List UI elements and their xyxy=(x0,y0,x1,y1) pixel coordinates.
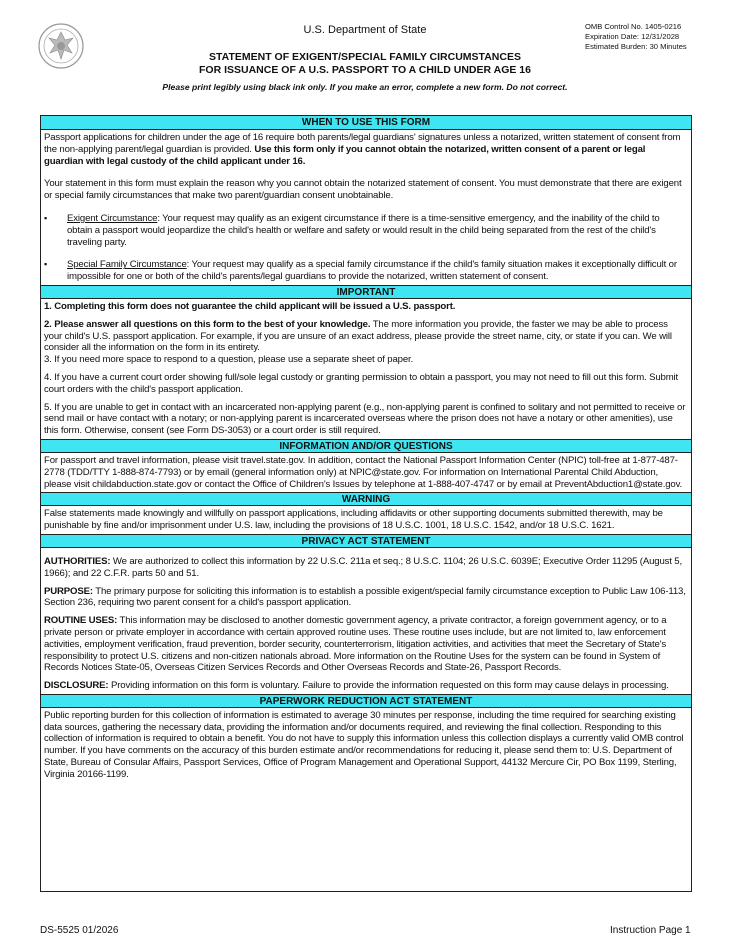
important-item-3: 3. If you need more space to respond to a question, please use a separate sheet of paper. xyxy=(44,354,414,366)
special-family-bullet xyxy=(44,259,687,283)
routine-uses-label: ROUTINE USES: xyxy=(44,615,118,627)
form-number: DS-5525 01/2026 xyxy=(40,925,119,936)
when-to-use-heading: WHEN TO USE THIS FORM xyxy=(41,116,691,130)
important-item-4: 4. If you have a current court order showing full/sole legal custody or granting permission to obtain a passport, you may not need to fill out this form. Submit court orders with the child's passport application. xyxy=(44,371,679,395)
warning-body xyxy=(41,506,691,534)
department-name: U.S. Department of State xyxy=(303,24,427,36)
form-title-line-2: FOR ISSUANCE OF A U.S. PASSPORT TO A CHILD UNDER AGE 16 xyxy=(199,64,531,76)
important-item-2 xyxy=(44,319,687,354)
when-paragraph-1 xyxy=(44,132,687,167)
instructions-box xyxy=(40,115,692,892)
authorities-paragraph xyxy=(44,556,687,580)
important-body xyxy=(41,299,691,439)
purpose-text: The primary purpose for soliciting this information is to establish a possible exigent/special family circumstance exception to Public Law 106-113, Section 236, requiring two parent consent for a child's passport application. xyxy=(44,585,686,609)
exigent-bullet xyxy=(44,213,687,248)
special-family-term: Special Family Circumstance xyxy=(67,259,187,271)
purpose-paragraph xyxy=(44,586,687,610)
important-item-5: 5. If you are unable to get in contact with an incarcerated non-applying parent (e.g., non-applying parent is confined to solitary and not permitted to receive or send mail or have contact with a notary; or non-applying parent is incarcerated overseas where the prison does not have a notary or other amenities), use this form. Otherwise, consent (see Form DS-3053) or a court order is still required. xyxy=(44,401,686,437)
routine-uses-text: This information may be disclosed to another domestic government agency, a private contractor, a foreign government agency, or to a private person or private employer in accordance with certain approved routine uses. These routine uses include, but are not limited to, law enforcement activities, employment verification, fraud prevention, border security, counterterrorism, litigation activities, and activities that meet the Secretary of State's responsibility to protect U.S. citizens and non-citizen nationals abroad. More information on the Routine Uses for the system can be found in System of Records Notices State-05, Overseas Citizen Services Records and Other Overseas Records and State-26, Passport Records. xyxy=(44,615,667,674)
important-heading: IMPORTANT xyxy=(41,285,691,299)
bullet-icon: ▪ xyxy=(44,259,48,270)
exigent-term: Exigent Circumstance xyxy=(67,212,158,224)
disclosure-paragraph xyxy=(44,680,687,692)
when-p1-bold: Use this form only if you cannot obtain the notarized, written consent of a parent or legal guardian with legal custody of the child applicant under 16. xyxy=(44,143,646,167)
estimated-burden: Estimated Burden: 30 Minutes xyxy=(585,42,687,51)
warning-heading: WARNING xyxy=(41,492,691,506)
warning-text: False statements made knowingly and willfully on passport applications, including affidavits or other supporting documents submitted therewith, may be punishable by fine and/or imprisonment under U.S. law, including the provisions of 18 U.S.C. 1001, 18 U.S.C. 1542, and/or 18 U.S.C. 1621. xyxy=(44,508,663,532)
omb-info xyxy=(585,22,687,52)
special-family-text: : Your request may qualify as a special family circumstance if the child's family situation makes it exceptionally difficult or impossible for one or both of the child's parents/legal guardians to provide the notarized, written statement of consent. xyxy=(67,259,677,283)
exigent-text: : Your request may qualify as an exigent circumstance if there is a time-sensitive emergency, and the inability of the child to obtain a passport would jeopardize the child's health or welfare and safety or would result in the child being separated from the rest of the child's traveling party. xyxy=(67,212,660,248)
paperwork-text: Public reporting burden for this collection of information is estimated to average 30 minutes per response, including the time required for searching existing data sources, gathering the necessary data, providing the information and/or documents required, and reviewing the final collection. Responding to this collection of information is required to obtain a benefit. You do not have to supply this information unless this collection displays a currently valid OMB control number. If you have comments on the accuracy of this burden estimate and/or recommendations for reducing it, please send them to: U.S. Department of State, Bureau of Consular Affairs, Passport Services, Office of Program Management and Operational Support, 44132 Mercure Cir, PO Box 1199, Sterling, Virginia 20166-1199. xyxy=(44,709,684,780)
routine-uses-paragraph xyxy=(44,615,687,674)
bullet-icon: ▪ xyxy=(44,212,48,223)
when-p1-text: Passport applications for children under the age of 16 require both parents/legal guardians' signatures unless a notarized, written statement of consent from the non-applying parent/legal guardian is provided. xyxy=(44,132,681,155)
purpose-label: PURPOSE: xyxy=(44,585,93,597)
important-item-2-bold: 2. Please answer all questions on this form to the best of your knowledge. xyxy=(44,318,371,330)
omb-control-number: OMB Control No. 1405-0216 xyxy=(585,22,682,31)
form-title-line-1: STATEMENT OF EXIGENT/SPECIAL FAMILY CIRCUMSTANCES xyxy=(209,51,521,63)
information-text: For passport and travel information, please visit travel.state.gov. In addition, contact the National Passport Information Center (NPIC) toll-free at 1-877-487-2778 (TDD/TTY 1-888-874-7793) or by email (general information only) at NPIC@state.gov. For information on International Parental Child Abduction, please visit childabduction.state.gov or contact the Office of Children's Issues by telephone at 1-888-407-4747 or by email at PreventAbduction1@state.gov. xyxy=(44,454,683,490)
page-label: Instruction Page 1 xyxy=(610,925,691,936)
paperwork-heading: PAPERWORK REDUCTION ACT STATEMENT xyxy=(41,694,691,708)
privacy-act-heading: PRIVACY ACT STATEMENT xyxy=(41,534,691,548)
disclosure-text: Providing information on this form is voluntary. Failure to provide the information requested on this form may cause delays in processing. xyxy=(108,680,669,692)
when-to-use-body xyxy=(41,130,691,285)
expiration-date: Expiration Date: 12/31/2028 xyxy=(585,32,680,41)
important-item-2-text: The more information you provide, the faster we may be able to process your child's U.S. passport application. For example, if you are unsure of an exact address, please provide the street name, city, or state if you can. We will consider all the information on the form in its entirety. xyxy=(44,318,672,354)
privacy-act-body xyxy=(41,548,691,694)
when-paragraph-2: Your statement in this form must explain the reason why you cannot obtain the notarized statement of consent. You must demonstrate that there are exigent or special family circumstances that make two parent/guardian consent unobtainable. xyxy=(44,178,682,202)
information-body xyxy=(41,453,691,492)
authorities-text: We are authorized to collect this information by 22 U.S.C. 211a et seq.; 8 U.S.C. 1104; 26 U.S.C. 6039E; Executive Order 11295 (August 5, 1966); and 22 C.F.R. parts 50 and 51. xyxy=(44,555,683,579)
state-department-seal-icon xyxy=(36,22,86,70)
form-header xyxy=(150,24,580,92)
information-heading: INFORMATION AND/OR QUESTIONS xyxy=(41,439,691,453)
important-item-1: 1. Completing this form does not guarantee the child applicant will be issued a U.S. passport. xyxy=(44,300,456,312)
paperwork-body xyxy=(41,708,691,783)
authorities-label: AUTHORITIES: xyxy=(44,555,111,567)
disclosure-label: DISCLOSURE: xyxy=(44,680,109,692)
print-instructions: Please print legibly using black ink only. If you make an error, complete a new form. Do not correct. xyxy=(162,82,568,92)
